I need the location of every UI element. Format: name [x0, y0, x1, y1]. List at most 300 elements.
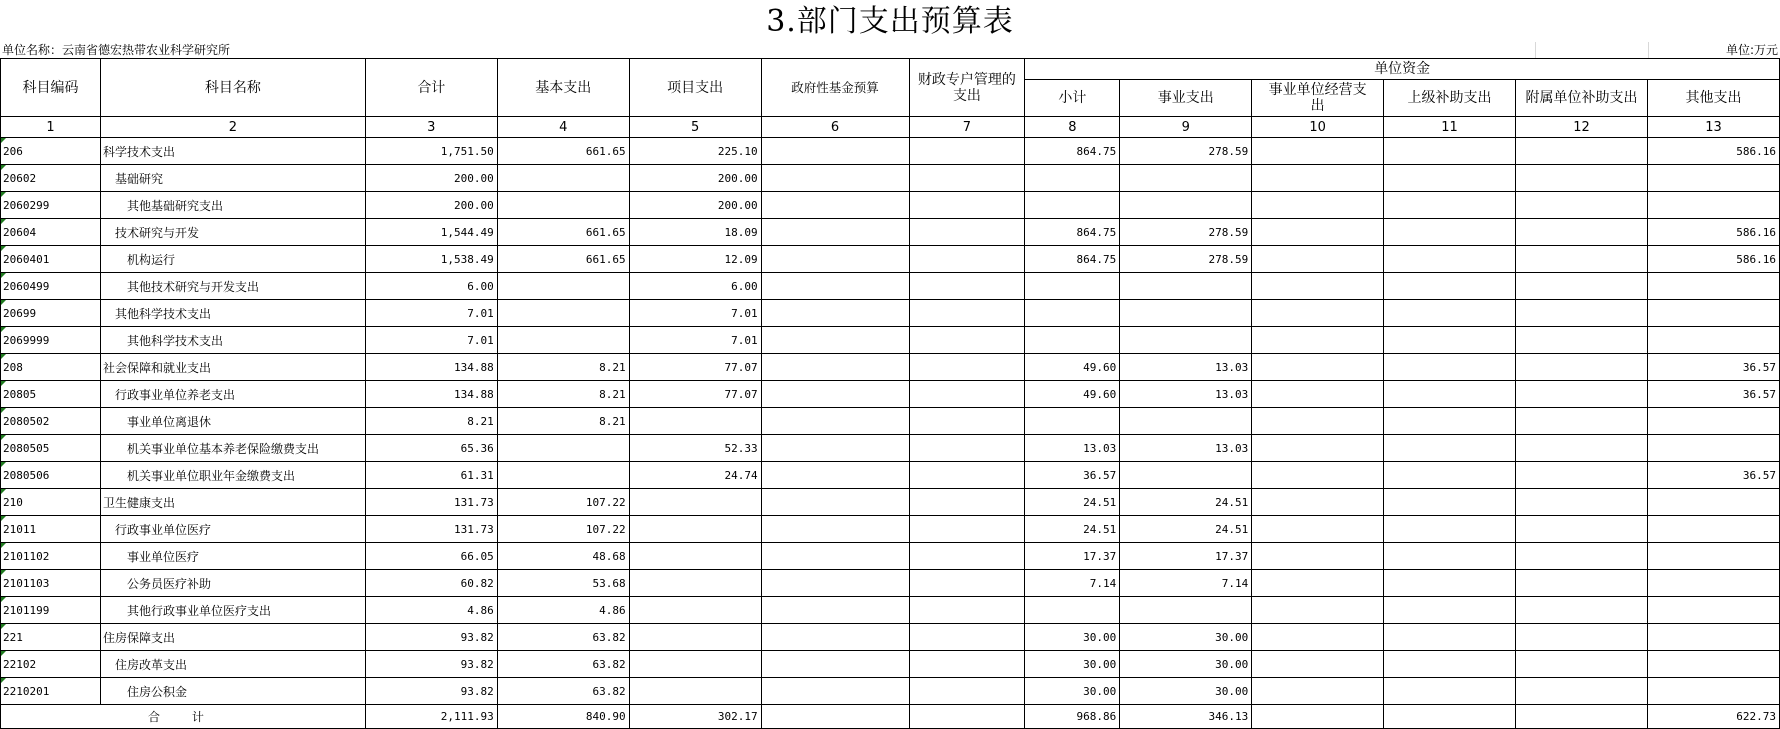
- table-body: [1, 138, 1780, 705]
- table-row: [1, 354, 1780, 381]
- row-value-cell: 93.82: [365, 624, 497, 651]
- table-row: [1, 408, 1780, 435]
- row-value-cell: [1384, 327, 1516, 354]
- row-value-cell: [761, 543, 909, 570]
- row-value-cell: [1025, 273, 1120, 300]
- col-index: 2: [100, 117, 365, 138]
- row-code: 208: [1, 354, 101, 381]
- row-value-cell: [1252, 300, 1384, 327]
- header-affiliate: 附属单位补助支出: [1516, 80, 1648, 117]
- row-value-cell: [1647, 435, 1779, 462]
- row-value-cell: [1384, 651, 1516, 678]
- row-value-cell: [1025, 327, 1120, 354]
- total-cell: [761, 705, 909, 729]
- row-name: 其他基础研究支出: [100, 192, 365, 219]
- col-index: 1: [1, 117, 101, 138]
- row-value-cell: 63.82: [497, 678, 629, 705]
- total-cell: [909, 705, 1025, 729]
- row-name: 住房公积金: [100, 678, 365, 705]
- row-value-cell: [1252, 219, 1384, 246]
- row-value-cell: 77.07: [629, 381, 761, 408]
- row-value-cell: [1384, 300, 1516, 327]
- table-row: [1, 138, 1780, 165]
- header-total: 合计: [365, 59, 497, 117]
- row-value-cell: 278.59: [1120, 138, 1252, 165]
- row-value-cell: 24.51: [1025, 516, 1120, 543]
- row-value-cell: 8.21: [497, 408, 629, 435]
- row-value-cell: [909, 462, 1025, 489]
- row-value-cell: 278.59: [1120, 246, 1252, 273]
- header-row: [1, 59, 1780, 80]
- row-value-cell: [1647, 597, 1779, 624]
- row-value-cell: 18.09: [629, 219, 761, 246]
- row-value-cell: [1120, 165, 1252, 192]
- row-value-cell: 278.59: [1120, 219, 1252, 246]
- table-row: [1, 516, 1780, 543]
- header-other: 其他支出: [1647, 80, 1779, 117]
- row-name: 住房保障支出: [100, 624, 365, 651]
- row-value-cell: [761, 570, 909, 597]
- row-value-cell: 36.57: [1647, 354, 1779, 381]
- unit-name: 单位名称：云南省德宏热带农业科学研究所: [2, 43, 231, 57]
- row-value-cell: [1384, 192, 1516, 219]
- row-value-cell: [909, 651, 1025, 678]
- row-value-cell: [1647, 543, 1779, 570]
- table-row: [1, 381, 1780, 408]
- row-value-cell: [1516, 246, 1648, 273]
- row-value-cell: [1516, 219, 1648, 246]
- total-row: [1, 705, 1780, 729]
- row-value-cell: [761, 597, 909, 624]
- row-value-cell: [1384, 381, 1516, 408]
- row-code: 2101199: [1, 597, 101, 624]
- row-value-cell: [909, 327, 1025, 354]
- row-value-cell: [1120, 408, 1252, 435]
- row-value-cell: [1516, 381, 1648, 408]
- row-value-cell: [761, 300, 909, 327]
- row-value-cell: [909, 273, 1025, 300]
- row-value-cell: [909, 516, 1025, 543]
- row-value-cell: [1516, 516, 1648, 543]
- row-code: 2060299: [1, 192, 101, 219]
- row-value-cell: [1120, 273, 1252, 300]
- total-cell: [1384, 705, 1516, 729]
- total-cell: 2,111.93: [365, 705, 497, 729]
- row-value-cell: [1252, 678, 1384, 705]
- total-cell: [1252, 705, 1384, 729]
- row-value-cell: [1516, 543, 1648, 570]
- row-value-cell: [1252, 408, 1384, 435]
- row-value-cell: [629, 570, 761, 597]
- row-value-cell: [1120, 327, 1252, 354]
- row-value-cell: [1252, 516, 1384, 543]
- row-value-cell: [1252, 435, 1384, 462]
- row-value-cell: [1025, 165, 1120, 192]
- row-value-cell: [1252, 624, 1384, 651]
- row-value-cell: [909, 435, 1025, 462]
- row-name: 社会保障和就业支出: [100, 354, 365, 381]
- row-value-cell: 131.73: [365, 489, 497, 516]
- row-value-cell: 7.01: [365, 300, 497, 327]
- row-value-cell: [1516, 408, 1648, 435]
- header-career: 事业支出: [1120, 80, 1252, 117]
- row-value-cell: 17.37: [1120, 543, 1252, 570]
- row-value-cell: 7.14: [1120, 570, 1252, 597]
- row-code: 2080502: [1, 408, 101, 435]
- row-value-cell: [1252, 651, 1384, 678]
- row-value-cell: [1647, 192, 1779, 219]
- row-value-cell: [761, 192, 909, 219]
- row-value-cell: [761, 462, 909, 489]
- row-value-cell: 60.82: [365, 570, 497, 597]
- table-row: [1, 435, 1780, 462]
- row-name: 机关事业单位基本养老保险缴费支出: [100, 435, 365, 462]
- row-name: 其他科学技术支出: [100, 300, 365, 327]
- row-value-cell: [497, 462, 629, 489]
- row-value-cell: [1120, 192, 1252, 219]
- row-value-cell: 66.05: [365, 543, 497, 570]
- total-cell: [1516, 705, 1648, 729]
- row-value-cell: [761, 273, 909, 300]
- row-value-cell: 63.82: [497, 651, 629, 678]
- col-index: 8: [1025, 117, 1120, 138]
- row-value-cell: 24.74: [629, 462, 761, 489]
- row-value-cell: [909, 489, 1025, 516]
- row-code: 210: [1, 489, 101, 516]
- row-value-cell: [1516, 354, 1648, 381]
- row-value-cell: [909, 624, 1025, 651]
- row-value-cell: 36.57: [1025, 462, 1120, 489]
- row-value-cell: 661.65: [497, 219, 629, 246]
- row-value-cell: 24.51: [1120, 516, 1252, 543]
- row-value-cell: [1516, 138, 1648, 165]
- row-name: 行政事业单位养老支出: [100, 381, 365, 408]
- row-value-cell: [1647, 516, 1779, 543]
- row-name: 事业单位医疗: [100, 543, 365, 570]
- page-title: 3.部门支出预算表: [766, 4, 1014, 39]
- row-value-cell: [1516, 435, 1648, 462]
- row-value-cell: [1647, 327, 1779, 354]
- row-value-cell: 586.16: [1647, 219, 1779, 246]
- col-index: 9: [1120, 117, 1252, 138]
- row-value-cell: [1384, 354, 1516, 381]
- row-value-cell: 7.01: [629, 327, 761, 354]
- col-index: 5: [629, 117, 761, 138]
- row-value-cell: [1384, 516, 1516, 543]
- row-value-cell: [909, 678, 1025, 705]
- row-value-cell: [761, 138, 909, 165]
- row-value-cell: [629, 516, 761, 543]
- row-code: 20699: [1, 300, 101, 327]
- row-value-cell: 48.68: [497, 543, 629, 570]
- row-value-cell: [1647, 651, 1779, 678]
- row-value-cell: 1,538.49: [365, 246, 497, 273]
- row-value-cell: 134.88: [365, 354, 497, 381]
- row-value-cell: 586.16: [1647, 246, 1779, 273]
- row-value-cell: 7.01: [365, 327, 497, 354]
- row-value-cell: [761, 678, 909, 705]
- row-value-cell: [1384, 624, 1516, 651]
- col-index: 3: [365, 117, 497, 138]
- table-row: [1, 543, 1780, 570]
- row-value-cell: [1384, 597, 1516, 624]
- row-value-cell: [629, 489, 761, 516]
- row-value-cell: [1384, 678, 1516, 705]
- row-value-cell: 30.00: [1025, 678, 1120, 705]
- row-name: 科学技术支出: [100, 138, 365, 165]
- row-value-cell: [1252, 273, 1384, 300]
- unit-label: 单位:万元: [1725, 43, 1778, 57]
- row-value-cell: [761, 624, 909, 651]
- row-value-cell: [1647, 300, 1779, 327]
- row-value-cell: [629, 678, 761, 705]
- table-row: [1, 462, 1780, 489]
- row-value-cell: 1,751.50: [365, 138, 497, 165]
- row-value-cell: [1384, 489, 1516, 516]
- row-value-cell: 13.03: [1120, 435, 1252, 462]
- row-value-cell: 36.57: [1647, 462, 1779, 489]
- row-value-cell: [1025, 192, 1120, 219]
- row-value-cell: 661.65: [497, 246, 629, 273]
- row-code: 20604: [1, 219, 101, 246]
- row-code: 20602: [1, 165, 101, 192]
- row-value-cell: [1516, 624, 1648, 651]
- row-value-cell: [761, 435, 909, 462]
- row-value-cell: [909, 381, 1025, 408]
- row-code: 206: [1, 138, 101, 165]
- row-value-cell: 93.82: [365, 678, 497, 705]
- row-value-cell: [1516, 489, 1648, 516]
- row-value-cell: [1647, 570, 1779, 597]
- row-value-cell: [1516, 300, 1648, 327]
- table-row: [1, 489, 1780, 516]
- row-value-cell: [1647, 624, 1779, 651]
- row-value-cell: [629, 651, 761, 678]
- table-row: [1, 597, 1780, 624]
- row-value-cell: [497, 273, 629, 300]
- row-value-cell: 24.51: [1120, 489, 1252, 516]
- row-value-cell: [497, 300, 629, 327]
- row-value-cell: [1120, 597, 1252, 624]
- row-value-cell: [1384, 543, 1516, 570]
- total-cell: 346.13: [1120, 705, 1252, 729]
- row-value-cell: [1647, 408, 1779, 435]
- row-value-cell: [1252, 597, 1384, 624]
- row-value-cell: [1252, 570, 1384, 597]
- header-superior: 上级补助支出: [1384, 80, 1516, 117]
- col-index: 7: [909, 117, 1025, 138]
- row-value-cell: [1647, 165, 1779, 192]
- row-name: 技术研究与开发: [100, 219, 365, 246]
- row-value-cell: [909, 597, 1025, 624]
- row-value-cell: [1252, 192, 1384, 219]
- row-value-cell: [1384, 462, 1516, 489]
- row-value-cell: 661.65: [497, 138, 629, 165]
- total-cell: 302.17: [629, 705, 761, 729]
- row-code: 2101102: [1, 543, 101, 570]
- row-code: 21011: [1, 516, 101, 543]
- total-cell: 968.86: [1025, 705, 1120, 729]
- row-value-cell: 586.16: [1647, 138, 1779, 165]
- row-value-cell: [629, 597, 761, 624]
- row-value-cell: 200.00: [629, 192, 761, 219]
- table-row: [1, 246, 1780, 273]
- row-value-cell: [909, 219, 1025, 246]
- row-value-cell: 65.36: [365, 435, 497, 462]
- row-value-cell: [629, 543, 761, 570]
- row-value-cell: [1384, 165, 1516, 192]
- budget-table: [0, 58, 1780, 729]
- row-value-cell: [1516, 192, 1648, 219]
- row-value-cell: [909, 354, 1025, 381]
- row-value-cell: [761, 489, 909, 516]
- header-gov-fund: 政府性基金预算: [761, 59, 909, 117]
- table-row: [1, 219, 1780, 246]
- row-value-cell: [1516, 651, 1648, 678]
- row-value-cell: 49.60: [1025, 381, 1120, 408]
- row-value-cell: [761, 408, 909, 435]
- table-row: [1, 678, 1780, 705]
- row-value-cell: 49.60: [1025, 354, 1120, 381]
- row-value-cell: 30.00: [1025, 651, 1120, 678]
- row-value-cell: [497, 327, 629, 354]
- col-index: 13: [1647, 117, 1779, 138]
- row-value-cell: [1384, 435, 1516, 462]
- col-index: 4: [497, 117, 629, 138]
- row-value-cell: [629, 408, 761, 435]
- row-value-cell: [1647, 489, 1779, 516]
- row-value-cell: [1252, 543, 1384, 570]
- table-row: [1, 651, 1780, 678]
- row-value-cell: [1025, 408, 1120, 435]
- row-value-cell: 30.00: [1025, 624, 1120, 651]
- row-value-cell: 63.82: [497, 624, 629, 651]
- header-basic: 基本支出: [497, 59, 629, 117]
- row-value-cell: [1252, 354, 1384, 381]
- row-value-cell: 24.51: [1025, 489, 1120, 516]
- row-value-cell: 13.03: [1120, 381, 1252, 408]
- row-value-cell: 7.14: [1025, 570, 1120, 597]
- row-value-cell: [909, 570, 1025, 597]
- row-value-cell: [1252, 462, 1384, 489]
- row-name: 住房改革支出: [100, 651, 365, 678]
- row-value-cell: 6.00: [365, 273, 497, 300]
- table-row: [1, 192, 1780, 219]
- row-code: 2069999: [1, 327, 101, 354]
- row-value-cell: 7.01: [629, 300, 761, 327]
- row-value-cell: [1120, 462, 1252, 489]
- row-value-cell: [761, 219, 909, 246]
- row-value-cell: [909, 408, 1025, 435]
- row-value-cell: [1516, 597, 1648, 624]
- row-value-cell: 13.03: [1120, 354, 1252, 381]
- col-index: 12: [1516, 117, 1648, 138]
- table-row: [1, 273, 1780, 300]
- row-name: 其他科学技术支出: [100, 327, 365, 354]
- row-value-cell: [909, 165, 1025, 192]
- row-value-cell: [1120, 300, 1252, 327]
- row-value-cell: [1384, 408, 1516, 435]
- row-value-cell: 30.00: [1120, 651, 1252, 678]
- header-operating: 事业单位经营支出: [1252, 80, 1384, 117]
- row-name: 卫生健康支出: [100, 489, 365, 516]
- total-cell: 622.73: [1647, 705, 1779, 729]
- row-value-cell: [1252, 489, 1384, 516]
- row-value-cell: [909, 300, 1025, 327]
- row-value-cell: 200.00: [629, 165, 761, 192]
- row-code: 2060401: [1, 246, 101, 273]
- row-code: 20805: [1, 381, 101, 408]
- header-unit-funds: 单位资金: [1025, 59, 1780, 80]
- row-value-cell: [761, 651, 909, 678]
- row-value-cell: [909, 246, 1025, 273]
- col-index: 6: [761, 117, 909, 138]
- row-value-cell: [1384, 138, 1516, 165]
- header-divider: [1648, 42, 1649, 58]
- row-value-cell: [909, 543, 1025, 570]
- row-value-cell: 200.00: [365, 165, 497, 192]
- col-index: 11: [1384, 117, 1516, 138]
- row-value-cell: 4.86: [497, 597, 629, 624]
- row-value-cell: [761, 381, 909, 408]
- row-value-cell: 864.75: [1025, 246, 1120, 273]
- header-name: 科目名称: [100, 59, 365, 117]
- row-value-cell: [1384, 219, 1516, 246]
- row-value-cell: 61.31: [365, 462, 497, 489]
- row-value-cell: 1,544.49: [365, 219, 497, 246]
- row-value-cell: [1516, 462, 1648, 489]
- row-code: 2060499: [1, 273, 101, 300]
- row-value-cell: [497, 165, 629, 192]
- table-row: [1, 300, 1780, 327]
- row-value-cell: 30.00: [1120, 678, 1252, 705]
- row-value-cell: [761, 327, 909, 354]
- row-value-cell: [761, 165, 909, 192]
- row-value-cell: [1384, 246, 1516, 273]
- row-name: 机构运行: [100, 246, 365, 273]
- row-value-cell: [761, 354, 909, 381]
- total-label: 合 计: [1, 705, 366, 729]
- row-value-cell: [1025, 300, 1120, 327]
- row-value-cell: 6.00: [629, 273, 761, 300]
- row-value-cell: 93.82: [365, 651, 497, 678]
- row-value-cell: [1516, 570, 1648, 597]
- row-name: 公务员医疗补助: [100, 570, 365, 597]
- row-value-cell: 8.21: [497, 354, 629, 381]
- row-value-cell: [497, 192, 629, 219]
- row-name: 其他技术研究与开发支出: [100, 273, 365, 300]
- header-project: 项目支出: [629, 59, 761, 117]
- row-value-cell: [1516, 327, 1648, 354]
- row-value-cell: [497, 435, 629, 462]
- row-value-cell: 864.75: [1025, 138, 1120, 165]
- header-divider: [1535, 42, 1536, 58]
- row-code: 2080505: [1, 435, 101, 462]
- row-value-cell: [909, 192, 1025, 219]
- table-row: [1, 624, 1780, 651]
- row-value-cell: [1252, 138, 1384, 165]
- row-value-cell: 134.88: [365, 381, 497, 408]
- row-value-cell: 30.00: [1120, 624, 1252, 651]
- row-value-cell: [761, 246, 909, 273]
- row-name: 行政事业单位医疗: [100, 516, 365, 543]
- col-index: 10: [1252, 117, 1384, 138]
- table-row: [1, 570, 1780, 597]
- row-name: 其他行政事业单位医疗支出: [100, 597, 365, 624]
- row-value-cell: [1384, 570, 1516, 597]
- row-value-cell: 8.21: [365, 408, 497, 435]
- row-value-cell: 107.22: [497, 489, 629, 516]
